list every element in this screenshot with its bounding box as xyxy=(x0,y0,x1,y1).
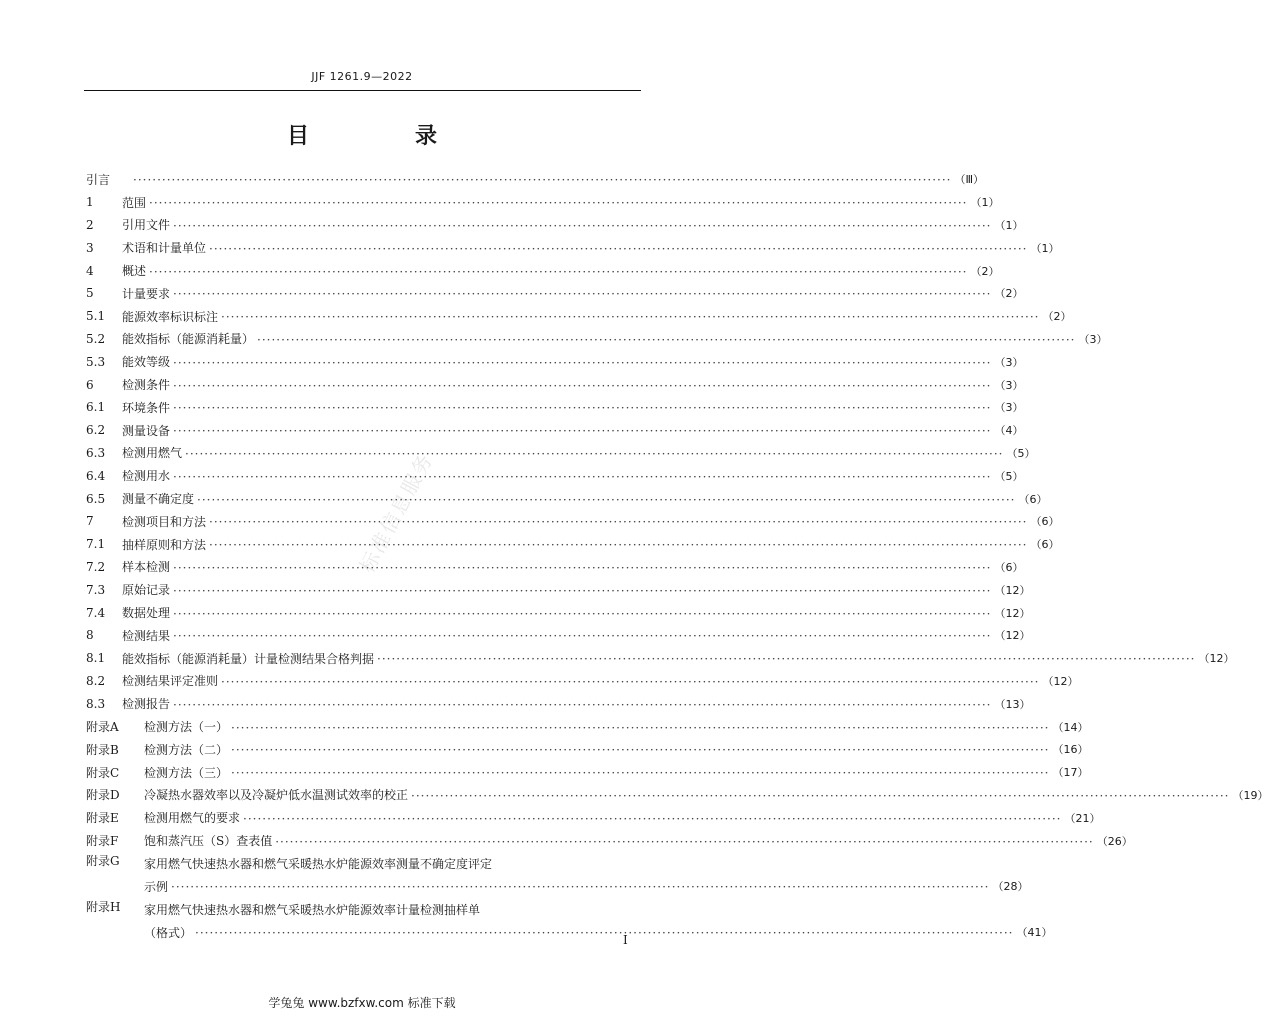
toc-entry-title: 检测用燃气 xyxy=(122,446,183,461)
toc-entry[interactable] xyxy=(86,442,1036,465)
toc-entry-number: 5 xyxy=(86,286,94,301)
toc-entry-title-continued: （格式） xyxy=(144,925,193,940)
toc-entry[interactable] xyxy=(86,784,1268,807)
toc-entry-number: 附录H xyxy=(86,899,121,914)
toc-entry-number: 6.1 xyxy=(86,400,106,415)
toc-entry-title: 检测方法（一） xyxy=(144,720,229,735)
toc-entry[interactable] xyxy=(86,647,1235,670)
toc-entry-title: 饱和蒸汽压（S）查表值 xyxy=(144,834,273,848)
toc-leader-dots xyxy=(173,607,991,621)
toc-entry-page: （1） xyxy=(994,218,1024,232)
toc-leader-dots xyxy=(173,584,991,598)
toc-entry-title: 能效指标（能源消耗量）计量检测结果合格判据 xyxy=(122,651,375,666)
toc-leader-dots xyxy=(173,470,991,484)
toc-entry-title: 能效等级 xyxy=(122,355,171,370)
footer-site-text: 学兔兔 www.bzfxw.com 标准下载 xyxy=(268,996,456,1010)
toc-leader-dots xyxy=(231,766,1049,780)
toc-entry-page: （4） xyxy=(994,424,1024,438)
toc-entry-number: 7.1 xyxy=(86,537,106,552)
toc-entry-number: 5.2 xyxy=(86,331,106,346)
toc-entry-title: 环境条件 xyxy=(122,400,171,415)
toc-entry-number: 8.3 xyxy=(86,696,106,711)
toc-entry-page: （17） xyxy=(1052,766,1089,780)
toc-title: 目 录 xyxy=(286,123,479,149)
toc-entry-title: 样本检测 xyxy=(122,560,171,575)
toc-leader-dots xyxy=(173,379,991,393)
toc-leader-dots xyxy=(173,561,991,575)
toc-entry-number: 7.2 xyxy=(86,559,106,574)
toc-entry-page: （5） xyxy=(1006,446,1036,460)
toc-entry[interactable] xyxy=(86,350,1024,373)
toc-entry[interactable] xyxy=(86,578,1031,601)
toc-entry[interactable] xyxy=(86,898,1053,944)
toc-entry-number: 6 xyxy=(86,377,94,392)
toc-entry-title: 检测项目和方法 xyxy=(122,514,207,529)
table-of-contents xyxy=(86,168,1268,944)
toc-entry-number: 附录F xyxy=(86,834,119,848)
toc-entry[interactable] xyxy=(86,464,1024,487)
toc-entry[interactable] xyxy=(86,236,1060,259)
toc-entry-title: 能效指标（能源消耗量） xyxy=(122,332,255,347)
toc-leader-dots xyxy=(209,538,1027,552)
toc-entry-number: 1 xyxy=(86,195,94,210)
toc-entry-number: 8.2 xyxy=(86,673,106,688)
toc-leader-dots xyxy=(209,242,1027,256)
toc-entry-number: 7 xyxy=(86,514,94,529)
toc-entry-page: （16） xyxy=(1052,743,1089,757)
toc-entry-title: 检测用燃气的要求 xyxy=(144,811,241,826)
standard-code-header: JJF 1261.9—2022 xyxy=(311,70,413,83)
toc-entry-title: 术语和计量单位 xyxy=(122,241,207,256)
toc-entry[interactable] xyxy=(86,738,1089,761)
toc-entry[interactable] xyxy=(86,670,1079,693)
toc-leader-dots xyxy=(173,698,991,712)
toc-entry[interactable] xyxy=(86,259,1000,282)
toc-entry-title: 家用燃气快速热水器和燃气采暖热水炉能源效率测量不确定度评定 xyxy=(144,856,493,871)
toc-leader-dots xyxy=(173,629,991,643)
toc-entry[interactable] xyxy=(86,396,1024,419)
toc-entry[interactable] xyxy=(86,373,1024,396)
toc-leader-dots xyxy=(411,789,1229,803)
toc-leader-dots xyxy=(197,493,1015,507)
toc-entry-number: 附录G xyxy=(86,853,120,868)
toc-entry-title: 检测方法（三） xyxy=(144,765,229,780)
toc-entry-page: （2） xyxy=(1042,310,1072,324)
toc-entry[interactable] xyxy=(86,806,1101,829)
toc-entry-page: （1） xyxy=(970,196,1000,210)
toc-entry-number: 5.1 xyxy=(86,309,106,324)
toc-leader-dots xyxy=(185,447,1003,461)
toc-leader-dots xyxy=(195,926,1013,940)
toc-leader-dots xyxy=(377,652,1195,666)
toc-entry[interactable] xyxy=(86,191,1000,214)
toc-entry-page: （6） xyxy=(1030,538,1060,552)
toc-entry[interactable] xyxy=(86,328,1108,351)
toc-entry-page: （28） xyxy=(992,880,1029,894)
toc-entry[interactable] xyxy=(86,510,1060,533)
toc-entry[interactable] xyxy=(86,556,1024,579)
toc-entry-page: （12） xyxy=(994,629,1031,643)
toc-leader-dots xyxy=(149,265,967,279)
toc-entry-page: （13） xyxy=(994,697,1031,711)
toc-entry-number: 引言 xyxy=(86,172,111,187)
toc-entry-page: （12） xyxy=(994,583,1031,597)
toc-entry-title: 抽样原则和方法 xyxy=(122,537,207,552)
toc-entry-page: （14） xyxy=(1052,720,1089,734)
toc-entry-title: 检测方法（二） xyxy=(144,742,229,757)
toc-entry[interactable] xyxy=(86,829,1133,852)
toc-entry[interactable] xyxy=(86,692,1031,715)
toc-entry[interactable] xyxy=(86,419,1024,442)
toc-entry-page: （3） xyxy=(994,378,1024,392)
header-rule xyxy=(84,90,641,91)
toc-entry-title: 测量设备 xyxy=(122,423,171,438)
toc-entry-page: （41） xyxy=(1016,926,1053,940)
toc-entry-page: （2） xyxy=(994,287,1024,301)
toc-entry-number: 6.2 xyxy=(86,423,106,438)
toc-entry-page: （12） xyxy=(994,606,1031,620)
toc-entry-number: 7.3 xyxy=(86,582,106,597)
toc-leader-dots xyxy=(221,310,1039,324)
toc-entry-number: 附录D xyxy=(86,788,120,803)
toc-entry[interactable] xyxy=(86,601,1031,624)
toc-entry-page: （19） xyxy=(1232,788,1268,802)
toc-leader-dots xyxy=(173,287,991,301)
toc-entry-number: 8 xyxy=(86,628,94,643)
toc-entry-page: （6） xyxy=(1018,492,1048,506)
toc-entry-number: 附录B xyxy=(86,742,119,757)
toc-entry-title: 测量不确定度 xyxy=(122,492,195,507)
toc-entry-page: （6） xyxy=(1030,515,1060,529)
toc-entry-title: 引用文件 xyxy=(122,218,171,233)
toc-entry[interactable] xyxy=(86,487,1048,510)
toc-entry-page: （6） xyxy=(994,560,1024,574)
toc-entry-number: 3 xyxy=(86,240,94,255)
toc-leader-dots xyxy=(173,401,991,415)
toc-leader-dots xyxy=(171,880,989,894)
toc-entry-page: （12） xyxy=(1198,652,1235,666)
toc-entry-number: 5.3 xyxy=(86,354,106,369)
toc-entry-title: 能源效率标识标注 xyxy=(122,309,219,324)
toc-entry-number: 8.1 xyxy=(86,651,106,666)
page-number: I xyxy=(623,933,628,947)
toc-leader-dots xyxy=(231,721,1049,735)
toc-entry-title: 家用燃气快速热水器和燃气采暖热水炉能源效率计量检测抽样单 xyxy=(144,902,481,917)
toc-entry-title: 检测条件 xyxy=(122,378,171,393)
toc-entry-page: （Ⅲ） xyxy=(954,173,985,187)
toc-entry-number: 6.3 xyxy=(86,445,106,460)
toc-leader-dots xyxy=(173,356,991,370)
toc-entry-number: 2 xyxy=(86,217,94,232)
toc-entry-page: （21） xyxy=(1064,811,1101,825)
toc-entry-number: 6.4 xyxy=(86,468,106,483)
toc-leader-dots xyxy=(257,333,1075,347)
toc-entry[interactable] xyxy=(86,533,1060,556)
toc-entry-title: 范围 xyxy=(122,195,147,210)
toc-entry-page: （3） xyxy=(1078,332,1108,346)
toc-entry-title: 冷凝热水器效率以及冷凝炉低水温测试效率的校正 xyxy=(144,788,409,803)
toc-entry-title: 检测报告 xyxy=(122,697,171,712)
toc-entry-page: （26） xyxy=(1096,834,1133,848)
toc-entry[interactable] xyxy=(86,624,1031,647)
toc-entry-title: 概述 xyxy=(122,264,147,279)
toc-entry-number: 7.4 xyxy=(86,605,106,620)
toc-entry[interactable] xyxy=(86,214,1024,237)
toc-entry-page: （2） xyxy=(970,264,1000,278)
toc-entry-title: 计量要求 xyxy=(122,286,171,301)
watermark: 标准信息服务 xyxy=(354,448,438,577)
toc-entry-title: 数据处理 xyxy=(122,606,171,621)
toc-entry-page: （3） xyxy=(994,401,1024,415)
toc-entry-page: （5） xyxy=(994,469,1024,483)
toc-entry[interactable] xyxy=(86,168,985,191)
toc-entry-number: 附录A xyxy=(86,720,119,735)
toc-leader-dots xyxy=(149,196,967,210)
toc-entry[interactable] xyxy=(86,715,1089,738)
toc-entry[interactable] xyxy=(86,761,1089,784)
toc-entry-title: 检测结果评定准则 xyxy=(122,674,219,689)
toc-entry[interactable] xyxy=(86,852,1029,898)
toc-entry[interactable] xyxy=(86,282,1024,305)
toc-leader-dots xyxy=(275,835,1093,849)
toc-leader-dots xyxy=(231,743,1049,757)
toc-entry-page: （1） xyxy=(1030,241,1060,255)
toc-leader-dots xyxy=(173,219,991,233)
toc-entry-page: （3） xyxy=(994,355,1024,369)
toc-leader-dots xyxy=(133,173,951,187)
toc-leader-dots xyxy=(243,812,1061,826)
toc-entry-number: 6.5 xyxy=(86,491,106,506)
toc-entry[interactable] xyxy=(86,305,1072,328)
toc-entry-number: 附录E xyxy=(86,811,119,826)
toc-entry-number: 附录C xyxy=(86,765,120,780)
toc-entry-page: （12） xyxy=(1042,674,1079,688)
toc-entry-title: 检测结果 xyxy=(122,628,171,643)
toc-entry-title: 检测用水 xyxy=(122,469,171,484)
toc-entry-title-continued: 示例 xyxy=(144,879,169,894)
toc-entry-number: 4 xyxy=(86,263,94,278)
toc-leader-dots xyxy=(209,515,1027,529)
toc-entry-title: 原始记录 xyxy=(122,583,171,598)
toc-leader-dots xyxy=(173,424,991,438)
toc-leader-dots xyxy=(221,675,1039,689)
